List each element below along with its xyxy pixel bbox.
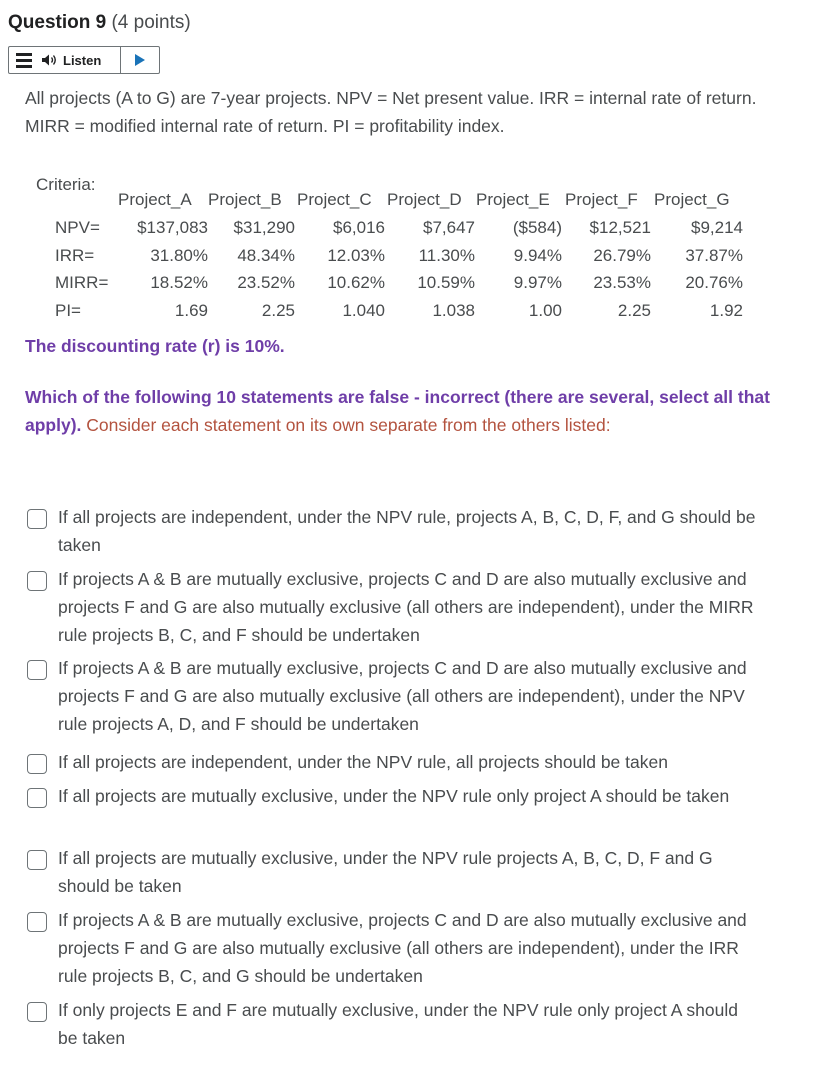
table-cell: 20.76% — [685, 273, 743, 292]
table-cell: $7,647 — [423, 218, 475, 237]
header-project-g: Project_G — [654, 190, 730, 209]
table-cell: ($584) — [512, 218, 562, 237]
table-cell: 11.30% — [418, 246, 475, 265]
question-intro: All projects (A to G) are 7-year projects. NPV = Net present value. IRR = internal rate of return. MIRR = modified internal rate of return. PI = profitability index. — [25, 88, 757, 136]
header-project-b: Project_B — [208, 190, 282, 209]
option-text: If only projects E and F are mutually exclusive, under the NPV rule only project A should be taken — [58, 1000, 738, 1048]
option-text: If all projects are independent, under the NPV rule, projects A, B, C, D, F, and G should be taken — [58, 507, 756, 555]
prompt-note: Consider each statement on its own separate from the others listed: — [86, 415, 611, 435]
table-cell: 1.69 — [174, 301, 208, 320]
checkbox[interactable] — [27, 509, 47, 529]
table-cell: 2.25 — [617, 301, 651, 320]
option-text: If all projects are mutually exclusive, under the NPV rule projects A, B, C, D, F and G should be taken — [58, 848, 713, 896]
table-cell: 31.80% — [150, 246, 208, 265]
header-project-a: Project_A — [118, 190, 192, 209]
table-cell: 10.62% — [327, 273, 385, 292]
table-cell: 9.94% — [513, 246, 562, 265]
table-cell: $6,016 — [333, 218, 385, 237]
row-label-npv: NPV= — [55, 218, 100, 237]
checkbox[interactable] — [27, 571, 47, 591]
criteria-label: Criteria: — [36, 175, 96, 194]
checkbox[interactable] — [27, 788, 47, 808]
table-cell: 1.040 — [342, 301, 385, 320]
table-cell: 26.79% — [593, 246, 651, 265]
option-text: If all projects are independent, under the NPV rule, all projects should be taken — [58, 752, 668, 772]
row-label-irr: IRR= — [55, 246, 95, 265]
option-text: If projects A & B are mutually exclusive, projects C and D are also mutually exclusive and projects F and G are also mutually exclusive (all others are independent), under the IRR rule projects B, C, and G should be undertaken — [58, 910, 747, 986]
prompt-bold: Which of the following 10 statements are false - incorrect (there are several, select all that apply). — [25, 387, 770, 435]
table-cell: $31,290 — [233, 218, 295, 237]
table-cell: 12.03% — [327, 246, 385, 265]
header-project-f: Project_F — [565, 190, 638, 209]
checkbox[interactable] — [27, 754, 47, 774]
checkbox[interactable] — [27, 850, 47, 870]
question-points: (4 points) — [111, 12, 191, 33]
criteria-table — [0, 0, 834, 340]
question-number: Question 9 — [8, 12, 107, 33]
discount-rate-note: The discounting rate (r) is 10%. — [25, 336, 285, 356]
row-label-mirr: MIRR= — [55, 273, 109, 292]
table-cell: 37.87% — [685, 246, 743, 265]
table-cell: $9,214 — [691, 218, 743, 237]
checkbox[interactable] — [27, 1002, 47, 1022]
question-prompt — [25, 383, 785, 439]
header-project-c: Project_C — [297, 190, 372, 209]
table-cell: 1.92 — [709, 301, 743, 320]
checkbox[interactable] — [27, 912, 47, 932]
header-project-d: Project_D — [387, 190, 462, 209]
table-cell: 48.34% — [237, 246, 295, 265]
table-cell: 9.97% — [513, 273, 562, 292]
option-text: If all projects are mutually exclusive, under the NPV rule only project A should be taken — [58, 786, 730, 806]
table-cell: 2.25 — [261, 301, 295, 320]
option-text: If projects A & B are mutually exclusive, projects C and D are also mutually exclusive and projects F and G are also mutually exclusive (all others are independent), under the MIRR rule projects B, C, and F should be undertaken — [58, 569, 754, 645]
row-label-pi: PI= — [55, 301, 81, 320]
table-cell: 1.038 — [432, 301, 475, 320]
table-cell: 10.59% — [417, 273, 475, 292]
table-cell: $12,521 — [589, 218, 651, 237]
table-cell: $137,083 — [137, 218, 208, 237]
option-text: If projects A & B are mutually exclusive, projects C and D are also mutually exclusive and projects F and G are also mutually exclusive (all others are independent), under the NPV rule projects A, D, and F should be undertaken — [58, 658, 747, 734]
listen-label: Listen — [63, 52, 102, 68]
header-project-e: Project_E — [476, 190, 550, 209]
table-cell: 23.53% — [593, 273, 651, 292]
checkbox[interactable] — [27, 660, 47, 680]
table-cell: 1.00 — [528, 301, 562, 320]
table-cell: 23.52% — [237, 273, 295, 292]
table-cell: 18.52% — [150, 273, 208, 292]
